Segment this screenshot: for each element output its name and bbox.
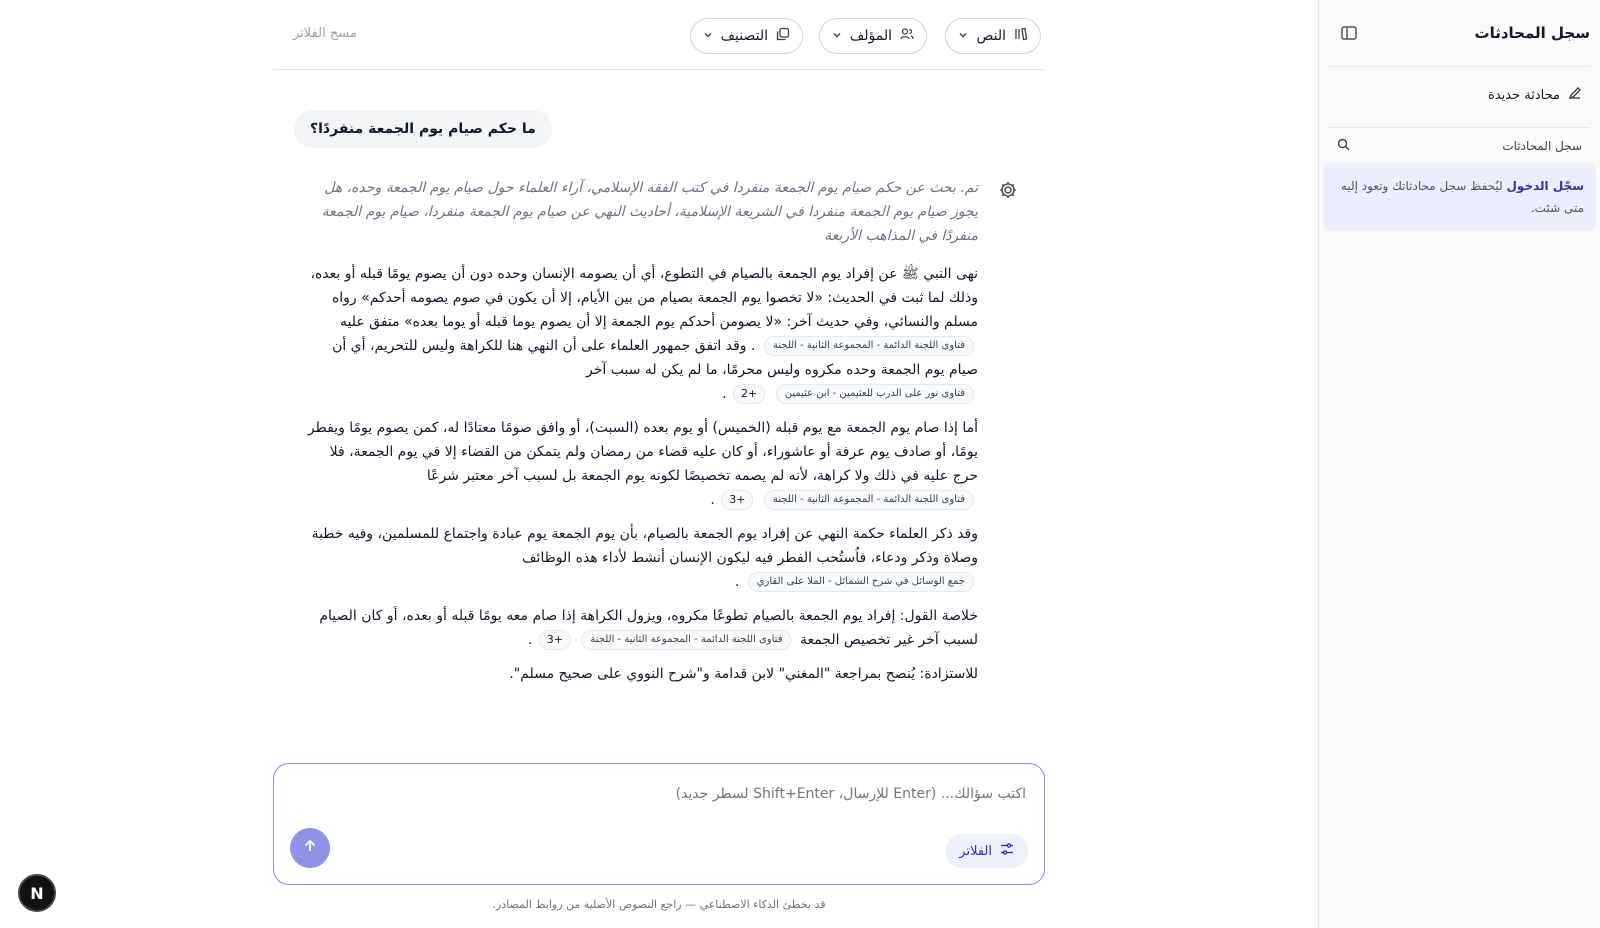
answer-text: أما إذا صام يوم الجمعة مع يوم قبله (الخميس) أو يوم بعده (السبت)، أو وافق صومًا معتادًا له، كمن يصوم يومًا ويفطر يومًا، أو صادف يوم عرفة أو عاشوراء، أو كان عليه قضاء من رمضان ولم يتمكن من القضاء إلا في يوم الجمعة، فلا حرج عليه في ذلك ولا كراهة، لأنه لم يصمه تخصيصًا لكونه يوم الجمعة بل لسبب آخر معتبر شرعًا	[307, 420, 978, 484]
author-filter-dropdown[interactable]	[819, 18, 927, 54]
sidebar-divider	[1329, 66, 1590, 67]
sidebar-title: سجل المحادثات	[1474, 24, 1590, 42]
answer-paragraph	[300, 522, 978, 594]
send-button[interactable]	[290, 828, 330, 868]
message-input[interactable]	[326, 786, 1026, 802]
assistant-answer	[300, 262, 978, 696]
more-citations-badge[interactable]: +2	[733, 384, 765, 404]
chevron-down-icon	[832, 28, 842, 44]
citation-chip[interactable]: فتاوى اللجنة الدائمة - المجموعة الثانية - اللجنة	[764, 490, 974, 510]
books-icon	[1014, 27, 1028, 45]
answer-paragraph	[300, 262, 978, 406]
composer-filters-button[interactable]	[945, 834, 1028, 868]
sliders-icon	[1000, 842, 1014, 860]
chevron-down-icon	[703, 28, 713, 44]
sidebar-toggle-icon[interactable]	[1337, 21, 1361, 45]
answer-dot: .	[722, 386, 727, 402]
login-prompt-text: ليُحفظ سجل محادثاتك وتعود إليه متى شئت.	[1340, 179, 1584, 215]
history-sidebar	[1318, 0, 1600, 928]
citation-chip[interactable]: جمع الوسائل في شرح الشمائل - الملا على القاري	[748, 572, 974, 592]
history-label: سجل المحادثات	[1502, 138, 1582, 153]
answer-dot: .	[527, 632, 533, 648]
answer-text: نهى النبي ﷺ عن إفراد يوم الجمعة بالصيام في التطوع، أي أن يصومه الإنسان وحده دون أن يصوم يومًا قبله أو بعده، وذلك لما ثبت في الحديث: «لا تخصوا يوم الجمعة بصيام من بين الأيام، إلا أن يكون في صوم يصومه أحدكم» رواه مسلم والنسائي، وفي حديث آخر: «لا يصومن أحدكم يوم الجمعة إلا أن يصوم يوما قبله أو يوما بعده» متفق عليه	[310, 266, 978, 330]
message-composer	[273, 763, 1045, 885]
answer-paragraph: للاستزادة: يُنصح بمراجعة "المغني" لابن قدامة و"شرح النووي على صحيح مسلم".	[509, 666, 978, 682]
citation-chip[interactable]: فتاوى اللجنة الدائمة - المجموعة الثانية - اللجنة	[581, 630, 791, 650]
answer-dot: .	[734, 574, 740, 590]
more-citations-badge[interactable]: +3	[539, 630, 571, 650]
category-icon	[776, 27, 790, 45]
thinking-summary: تم. بحث عن حكم صيام يوم الجمعة منفردا في كتب الفقه الإسلامي، آراء العلماء حول صيام يوم الجمعة وحده، هل يجوز صيام يوم الجمعة منفردا في الشريعة الإسلامية، أحاديث النهي عن صيام يوم الجمعة منفردا، صيام يوم الجمعة منفردًا في المذاهب الأربعة	[321, 180, 978, 244]
answer-text: خلاصة القول: إفراد يوم الجمعة بالصيام تطوعًا مكروه، ويزول الكراهة إذا صام معه يومًا قبله أو بعده، أو كان الصيام لسبب آخر غير تخصيص الجمعة	[319, 608, 978, 648]
chevron-down-icon	[958, 28, 968, 44]
category-filter-dropdown[interactable]	[690, 18, 803, 54]
login-link[interactable]: سجّل الدخول	[1506, 179, 1584, 193]
arrow-up-icon	[302, 838, 318, 858]
answer-text: . وقد اتفق جمهور العلماء على أن النهي هنا للكراهة وليس للتحريم، أي أن صيام يوم الجمعة وحده مكروه وليس محرمًا، ما لم يكن له سبب آخر	[332, 338, 978, 378]
answer-paragraph	[300, 416, 978, 512]
citation-chip[interactable]: فتاوى نور على الدرب للعثيمين - ابن عثيمين	[776, 384, 974, 404]
sidebar-header	[1319, 0, 1600, 66]
filter-bar	[273, 0, 1045, 70]
new-chat-label: محادثة جديدة	[1488, 87, 1560, 103]
answer-paragraph	[300, 604, 978, 652]
n-logo-badge[interactable]: N	[18, 874, 56, 912]
citation-chip[interactable]: فتاوى اللجنة الدائمة - المجموعة الثانية - اللجنة	[764, 336, 974, 356]
history-search[interactable]	[1329, 127, 1590, 163]
author-filter-label: المؤلف	[849, 28, 892, 44]
new-chat-button[interactable]	[1329, 73, 1590, 117]
pencil-icon	[1568, 86, 1582, 104]
text-filter-dropdown[interactable]	[945, 18, 1041, 54]
clear-filters-button[interactable]: مسح الفلاتر	[293, 26, 357, 41]
answer-dot: .	[710, 492, 715, 508]
ai-disclaimer: قد يخطئ الذكاء الاصطناعي — راجع النصوص الأصلية من روابط المصادر.	[492, 898, 826, 911]
user-question-bubble: ما حكم صيام يوم الجمعة منفردًا؟	[294, 110, 552, 148]
gear-icon[interactable]	[998, 180, 1018, 200]
search-icon	[1337, 138, 1350, 154]
category-filter-label: التصنيف	[720, 28, 768, 44]
more-citations-badge[interactable]: +3	[721, 490, 753, 510]
composer-filters-label: الفلاتر	[959, 843, 992, 859]
text-filter-label: النص	[976, 28, 1006, 44]
login-prompt	[1323, 163, 1596, 231]
answer-text: وقد ذكر العلماء حكمة النهي عن إفراد يوم الجمعة بالصيام، بأن يوم الجمعة يوم عبادة واجتماع للمسلمين، وفيه خطبة وصلاة وذكر ودعاء، فاُستُحب الفطر فيه ليكون الإنسان أنشط لأداء هذه الوظائف	[311, 526, 978, 566]
users-icon	[900, 27, 914, 45]
